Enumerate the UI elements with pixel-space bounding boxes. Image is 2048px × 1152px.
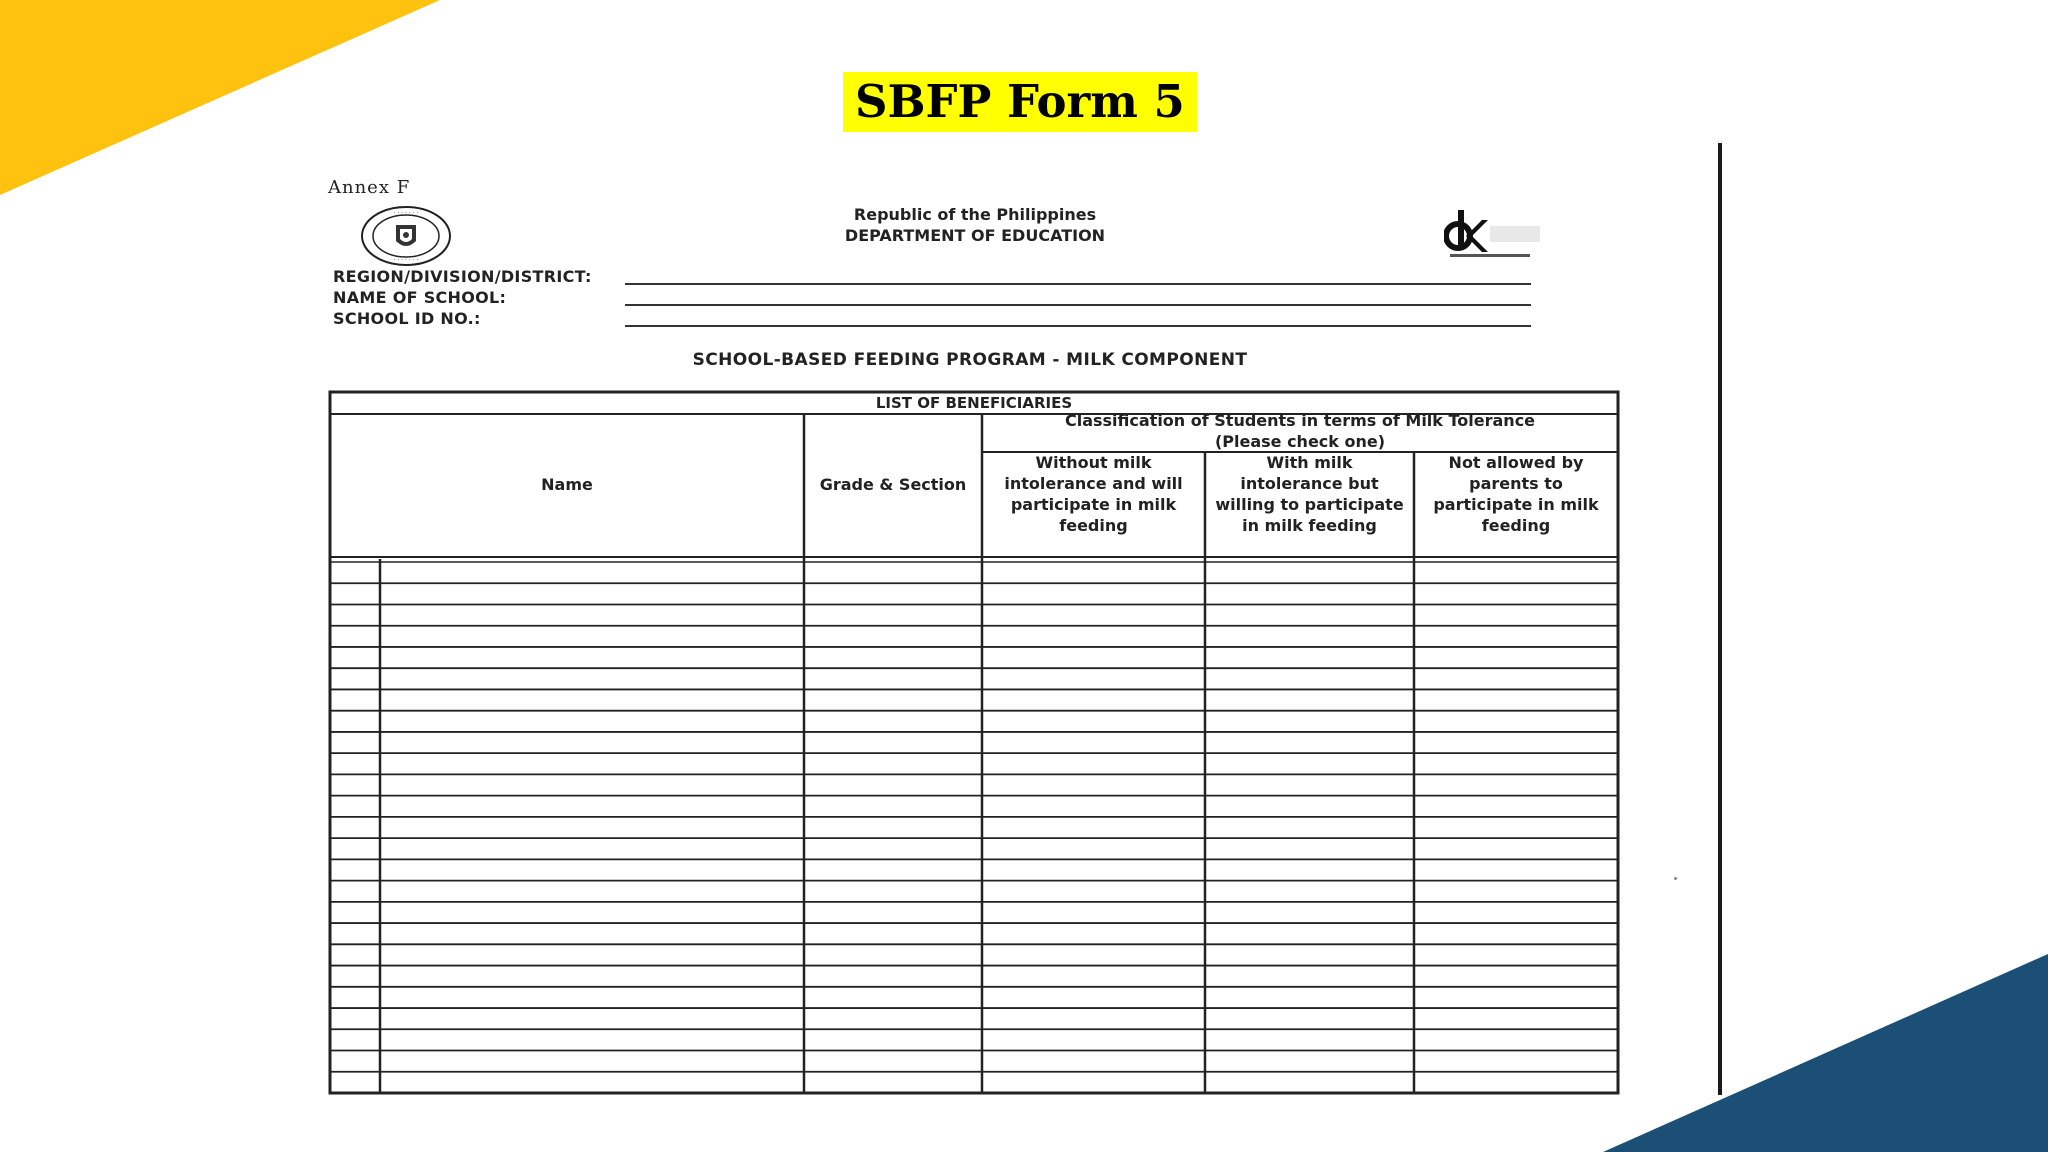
table-title: LIST OF BENEFICIARIES [875,394,1073,412]
header-line: intolerance and will [1004,474,1183,493]
slide-title: SBFP Form 5 [843,72,1197,132]
svg-text:· · · · · · ·: · · · · · · · [393,257,419,264]
row-lines [330,583,1618,1072]
header-line: parents to [1469,474,1563,493]
header-with-intolerance [1207,452,1412,536]
header-line: in milk feeding [1242,516,1377,535]
header-line: With milk [1266,453,1353,472]
header-grade-section: Grade & Section [819,475,967,494]
svg-text:· · · · · · ·: · · · · · · · [393,210,419,217]
header-department: DEPARTMENT OF EDUCATION [844,226,1106,245]
classification-line2: (Please check one) [1214,432,1386,451]
classification-line1: Classification of Students in terms of Milk Tolerance [1064,411,1536,430]
field-label-school-name: NAME OF SCHOOL: [333,288,507,307]
header-line: Not allowed by [1448,453,1584,472]
header-line: feeding [1059,516,1128,535]
header-line: Without milk [1035,453,1152,472]
header-without-intolerance [984,452,1203,536]
header-line: participate in milk [1010,495,1177,514]
header-line: participate in milk [1433,495,1599,514]
header-name: Name [541,475,593,494]
header-line: intolerance but [1240,474,1379,493]
annex-label: Annex F [328,177,411,198]
header-republic: Republic of the Philippines [853,205,1097,224]
header-not-allowed [1416,452,1616,536]
field-label-school-id: SCHOOL ID NO.: [333,309,481,328]
header-classification [984,410,1616,452]
field-label-region: REGION/DIVISION/DISTRICT: [333,267,592,286]
program-title: SCHOOL-BASED FEEDING PROGRAM - MILK COMPONENT [692,350,1248,370]
header-line: feeding [1481,516,1551,535]
header-line: willing to participate [1215,495,1404,514]
